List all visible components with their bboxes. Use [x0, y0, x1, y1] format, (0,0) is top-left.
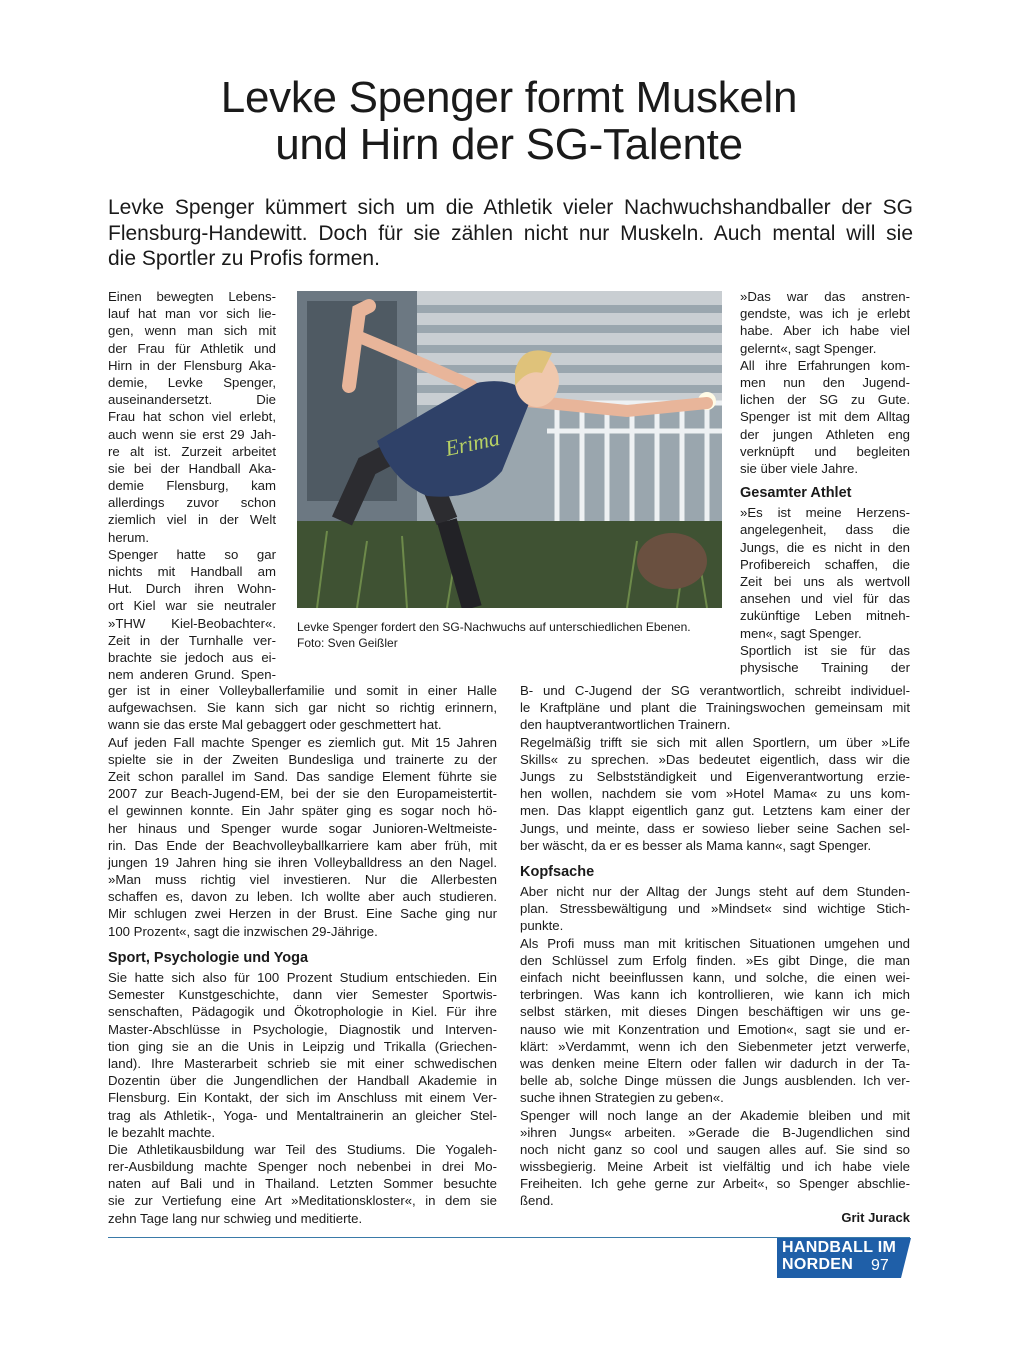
text-line: nem anderen Grund. Spen- [108, 667, 276, 683]
text-line: Hirn in der Flensburg Aka- [108, 357, 276, 373]
text-line: 100 Prozent«, sagt die inzwischen 29-Jährige. [108, 923, 378, 939]
text-line: Zeit schon parallel im Sand. Das sandige Element führte sie [108, 768, 497, 784]
text-line: ger ist in einer Volleyballerfamilie und somit in einer Halle [108, 683, 497, 698]
text-line: Semester Kunstgeschichte, dann vier Semester Sportwis- [108, 987, 497, 1003]
text-line: demie Flensburg, kam [108, 478, 276, 494]
title-line-2: und Hirn der SG-Talente [275, 120, 743, 169]
text-line: trag als Athletik-, Yoga- und Mentaltrainerin an gleicher Stel- [108, 1107, 497, 1123]
text-line: auch wenn sie erst 29 Jah- [108, 426, 276, 442]
text-line: Sie hatte sich also für 100 Prozent Studium entschieden. Ein [108, 970, 497, 986]
text-line: schaffen es, davon zu leben. Ich wollte aber auch studieren. [108, 889, 497, 905]
photo-illustration [297, 291, 722, 608]
text-line: tion ging sie an die Unis in Leipzig und Trikalla (Griechen- [108, 1038, 497, 1054]
logo-line-2: NORDEN [782, 1256, 854, 1273]
text-line: Die Athletikausbildung war Teil des Studiums. Die Yogaleh- [108, 1141, 497, 1157]
text-line: habe. Aber ich habe viel [740, 323, 910, 339]
text-line: rin. Das Ende der Beachvolleyballkarriere kam aber früh, mit [108, 837, 497, 853]
text-line: physische Training der [740, 659, 910, 675]
text-line: lauf hat man vor sich lie- [108, 306, 276, 322]
text-line: Freiheiten. Ich gehe gerne zur Arbeit«, so Spenger abschlie- [520, 1176, 910, 1192]
title-line-1: Levke Spenger formt Muskeln [220, 73, 798, 122]
text-line: men«, sagt Spenger. [740, 625, 862, 641]
text-line: sie über viele Jahre. [740, 460, 859, 476]
text-line: sie bei der Handball Aka- [108, 460, 276, 476]
lead-line: die Sportler zu Profis formen. [108, 247, 380, 270]
text-line: Einen bewegten Lebens- [108, 289, 276, 304]
text-line: gendste, was ich je erlebt [740, 306, 910, 322]
text-line: einfach nicht beeinflussen kann, und solche, die einen wei- [520, 970, 910, 986]
photo-caption [297, 619, 727, 651]
text-line: zehn Tage lang nur schwieg und meditierte. [108, 1210, 363, 1226]
lead-paragraph [108, 195, 913, 272]
text-line: gen, wenn man sich mit [108, 323, 276, 339]
text-line: Auf jeden Fall machte Spenger es ziemlich gut. Mit 15 Jahren [108, 734, 497, 750]
text-line: Profibereich schaffen, die [740, 556, 910, 572]
text-line: Dozentin über die Jungendlichen der Handball Akademie in [108, 1073, 497, 1089]
lead-line: Levke Spenger kümmert sich um die Athletik vieler Nachwuchshandballer der SG [108, 196, 913, 219]
text-line: nichts mit Handball am [108, 564, 276, 579]
text-line: »Man muss richtig viel investieren. Nur die Allerbesten [108, 872, 497, 888]
text-line: ziemlich viel in der Welt [108, 512, 276, 528]
text-line: Spenger hatte so gar [108, 546, 276, 562]
text-line: sie zur Vertiefung eine Art »Meditationskloster«, in dem sie [108, 1193, 497, 1209]
author-name: Grit Jurack [841, 1210, 910, 1225]
text-line: Jungs, und meinte, dass er sowieso lieber seine Sachen sel- [520, 820, 910, 836]
text-line: »Es ist meine Herzens- [740, 505, 910, 521]
section-heading: Kopfsache [520, 863, 595, 880]
text-line: B- und C-Jugend der SG verantwortlich, schreibt individuel- [520, 683, 910, 698]
text-line: spielte sie in der Zweiten Bundesliga und trainerte zu der [108, 751, 497, 767]
caption-text: Levke Spenger fordert den SG-Nachwuchs auf unterschiedlichen Ebenen. [297, 620, 691, 634]
text-line: le Kraftpläne und plant die Trainingswochen gemeinsam mit [520, 700, 910, 716]
photo-credit: Foto: Sven Geißler [297, 636, 398, 650]
column-left [108, 288, 276, 683]
text-line: Spenger ist mit dem Alltag [740, 409, 910, 425]
text-line: wann sie das erste Mal gebaggert oder geschmettert hat. [108, 717, 442, 733]
text-line: was denken meine Eltern oder fallen wir dadurch in der Ta- [520, 1055, 910, 1071]
text-line: re alt ist. Zurzeit arbeitet [108, 443, 276, 459]
text-line: ort Kiel war sie neutraler [108, 598, 276, 614]
text-line: 2007 zur Beach-Jugend-EM, bei der sie den Europameistertit- [108, 786, 497, 802]
text-line: el gewinnen konnte. Ein Jahr später ging es sogar noch hö- [108, 803, 497, 819]
text-line: noch nicht ganz so cool und saugen alles auf. Sie sind so [520, 1141, 910, 1157]
logo-line-1: HANDBALL IM [782, 1239, 897, 1256]
text-line: wissbegierig. Meine Arbeit ist vielfältig und ich habe viele [520, 1159, 910, 1175]
text-line: hen wollen, nachdem sie vom »Hotel Mama« zu uns kom- [520, 786, 910, 802]
text-line: Frau hat schon viel erlebt, [108, 409, 276, 425]
text-line: Skills« zu sprechen. »Das bedeutet eigentlich, dass wir die [520, 751, 910, 767]
text-line: belle ab, solche Dinge müssen die Jungs ausblenden. Ich ver- [520, 1073, 910, 1089]
text-line: All ihre Erfahrungen kom- [740, 357, 910, 373]
text-line: lichen der SG zu Gute. [740, 392, 910, 408]
text-line: »THW Kiel-Beobachter«. [108, 615, 276, 631]
text-line: aufgewachsen. Sie kann sich gar nicht so richtig erinnern, [108, 700, 497, 716]
text-line: naten auf Bali und in Thailand. Letzten Sommer besuchte [108, 1176, 497, 1192]
text-line: senschaften, Pädagogik und Ökotrophologie in Kiel. Für ihre [108, 1004, 497, 1020]
page-number: 97 [871, 1257, 889, 1274]
text-line: men nun den Jugend- [740, 374, 910, 390]
text-line: Aber nicht nur der Alltag der Jungs steht auf dem Stunden- [520, 884, 910, 900]
section-heading: Sport, Psychologie und Yoga [108, 949, 309, 966]
text-line: selbst stärken, mit dieses Dingen beschäftigen wir uns ge- [520, 1004, 910, 1020]
column-right [740, 288, 910, 676]
text-line: verknüpft und begleiten [740, 443, 910, 459]
text-line: der jungen Athleten eng [740, 426, 910, 442]
text-line: Zeit bei uns als wertvoll [740, 574, 910, 590]
text-line: Jungs, die es nicht in den [740, 539, 910, 555]
article-photo [297, 291, 722, 608]
text-line: Hut. Durch ihren Wohn- [108, 581, 276, 597]
text-line: gelernt«, sagt Spenger. [740, 340, 877, 356]
text-line: allerdings zuvor schon [108, 495, 276, 511]
text-line: demie, Levke Spenger, [108, 374, 276, 390]
text-line: den hauptverantwortlichen Trainern. [520, 717, 731, 733]
text-line: Master-Abschlüsse in Psychologie, Diagnostik und Interven- [108, 1021, 497, 1037]
text-line: Flensburg. Ein Kontakt, der sich im Anschluss mit einem Ver- [108, 1090, 497, 1106]
column-bottom-left [108, 682, 497, 1227]
text-line: ßend. [520, 1193, 554, 1209]
text-line: auseinandersetzt. Die [108, 392, 276, 408]
text-line: Sportlich ist sie für das [740, 642, 910, 658]
text-line: »Das war das anstren- [740, 289, 910, 304]
text-line: terbringen. Was kann ich kontrollieren, wie kann ich mich [520, 987, 910, 1003]
text-line: Regelmäßig trifft sie sich mit allen Sportlern, um über »Life [520, 734, 910, 750]
text-line: den Schlüssel zum Erfolg finden. »Es gibt Dinge, die man [520, 952, 910, 968]
text-line: angelegenheit, dass die [740, 522, 910, 538]
column-bottom-right [520, 682, 910, 1210]
text-line: land). Ihre Masterarbeit schrieb sie mit einer schwedischen [108, 1055, 497, 1071]
text-line: nauso wie mit Konzentration und Emotion«, sagt sie und er- [520, 1021, 910, 1037]
text-line: jungen 19 Jahren hing sie ihren Volleyballdress an den Nagel. [108, 854, 497, 870]
text-line: suche ihnen Strategien zu geben«. [520, 1090, 724, 1106]
text-line: punkte. [520, 918, 564, 934]
text-line: der Frau für Athletik und [108, 340, 276, 356]
text-line: rer-Ausbildung machte Spenger noch nebenbei in drei Mo- [108, 1159, 497, 1175]
text-line: herum. [108, 529, 150, 545]
text-line: Als Profi muss man mit kritischen Situationen umgehen und [520, 935, 910, 951]
text-line: plan. Stressbewältigung und »Mindset« sind wichtige Stich- [520, 901, 910, 917]
text-line: »ihren Jungs« arbeiten. »Gerade die B-Jugendlichen sind [520, 1124, 910, 1140]
text-line: men. Das klappt eigentlich ganz gut. Letztens kam einer der [520, 803, 910, 819]
shirt-logo: Erima [442, 425, 502, 461]
text-line: her hinaus und Spenger wurde sogar Junioren-Weltmeiste- [108, 820, 497, 836]
text-line: brachte sie jedoch aus ei- [108, 649, 276, 665]
article-title [60, 74, 958, 168]
text-line: zukünftige Leben mitneh- [740, 608, 910, 624]
text-line: klärt: »Verdammt, wenn ich den Siebenmeter jetzt verwerfe, [520, 1038, 910, 1054]
text-line: Jungs zu Selbstständigkeit und Eigenverantwortung erzie- [520, 768, 910, 784]
text-line: ber wäscht, da er es besser als Mama kann«, sagt Spenger. [520, 837, 872, 853]
text-line: ansehen und viel für das [740, 591, 910, 607]
text-line: le bezahlt machte. [108, 1124, 216, 1140]
text-line: Spenger will noch lange an der Akademie bleiben und mit [520, 1107, 910, 1123]
text-line: Zeit in der Turnhalle ver- [108, 632, 276, 648]
text-line: Mir schlugen zwei Herzen in der Brust. Eine Sache ging nur [108, 906, 497, 922]
section-heading: Gesamter Athlet [740, 485, 852, 502]
lead-line: Flensburg-Handewitt. Doch für sie zählen nicht nur Muskeln. Auch mental will sie [108, 221, 913, 245]
